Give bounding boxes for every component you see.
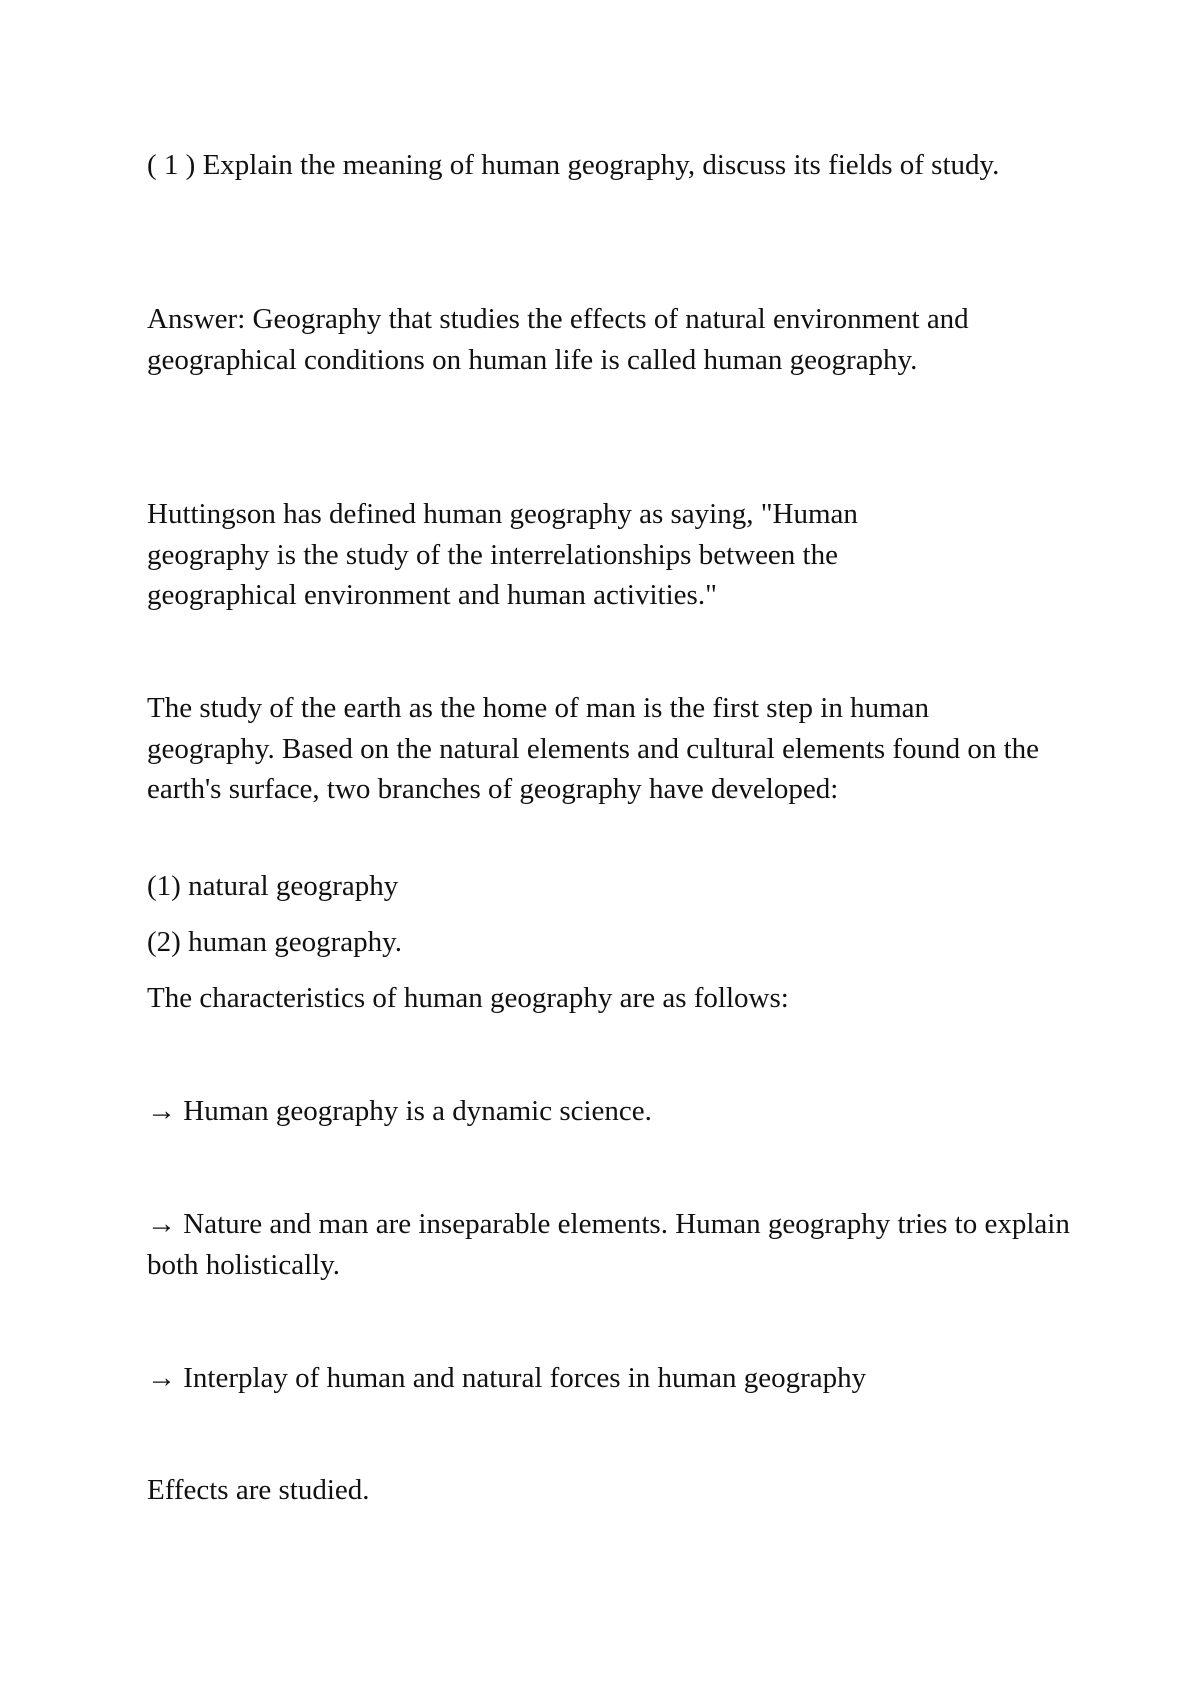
point-1: → Human geography is a dynamic science. [147, 1095, 652, 1127]
branches-intro-paragraph: The study of the earth as the home of man is the first step in human geography. Based on the natural elements and cultural elements found on the earth's surface, two branches of geography have developed: [147, 692, 1040, 805]
question-paragraph: ( 1 ) Explain the meaning of human geography, discuss its fields of study. [147, 149, 1000, 181]
branch-2-item: (2) human geography. [147, 926, 403, 958]
point-3: → Interplay of human and natural forces in human geography [147, 1362, 867, 1394]
branch-1-item: (1) natural geography [147, 870, 399, 902]
point-3-continued: Effects are studied. [147, 1474, 370, 1506]
point-2: → Nature and man are inseparable elements. Human geography tries to explain both holistically. [147, 1208, 1070, 1281]
answer-paragraph: Answer: Geography that studies the effects of natural environment and geographical conditions on human life is called human geography. [147, 303, 969, 376]
characteristics-intro: The characteristics of human geography are as follows: [147, 982, 789, 1014]
definition-paragraph: Huttingson has defined human geography as saying, "Human geography is the study of the interrelationships between the geographical environment and human activities." [147, 498, 858, 611]
